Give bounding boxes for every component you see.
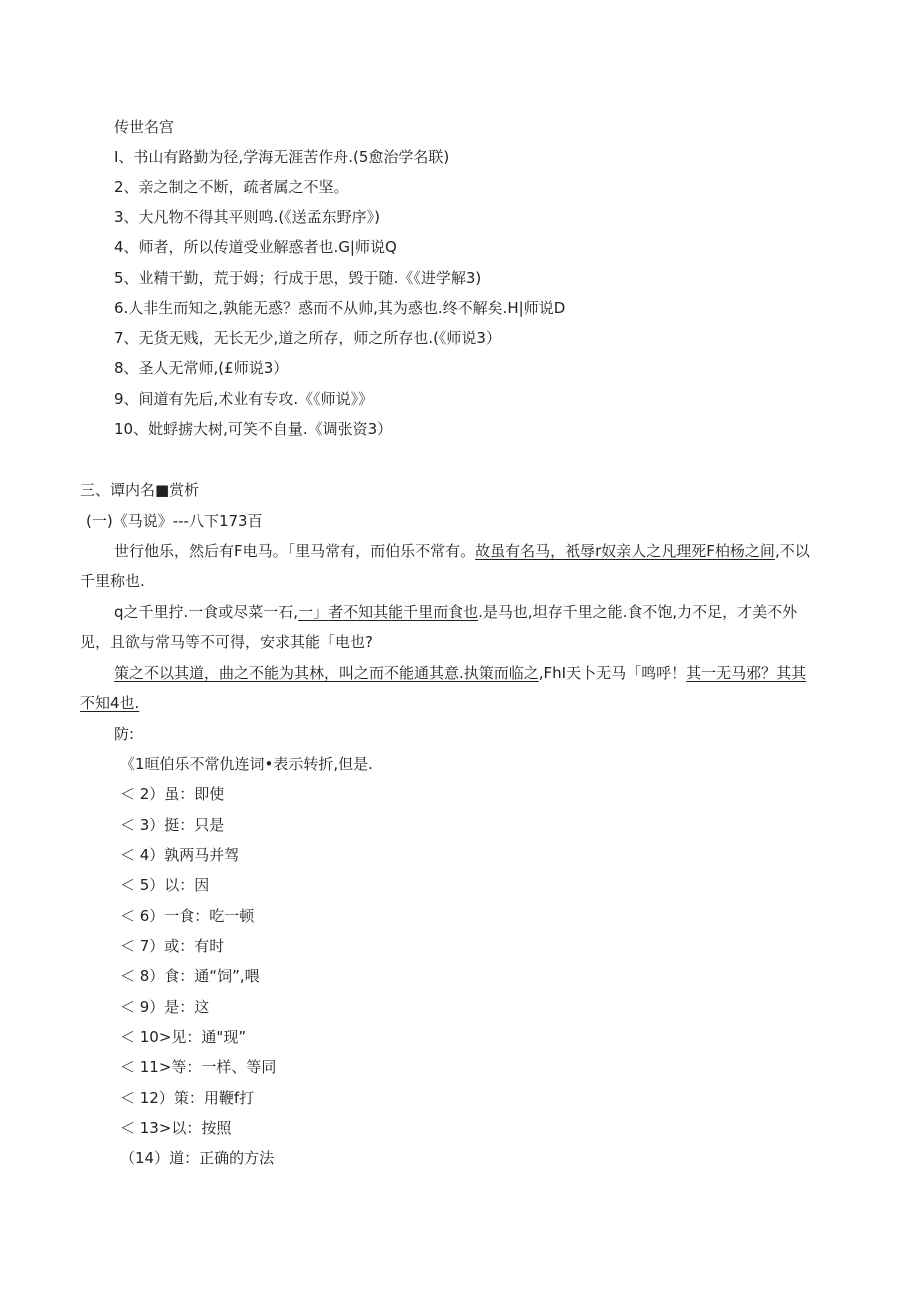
passage-underlined-text: 者不知其能千里而食也 <box>328 603 479 621</box>
saying-item: 5、业精干勤，荒于姆；行成于思，毁于随.《《进学解3) <box>114 269 482 287</box>
saying-item: 10、妣蜉掳大树,可笑不自量.《调张资3） <box>114 420 393 438</box>
note-item: ＜ 4）孰两马并驾 <box>120 846 240 864</box>
notes-label: 防: <box>114 725 135 743</box>
saying-item: 7、无货无贱，无长无少,道之所存，师之所存也.(《师说3） <box>114 329 501 347</box>
passage-underlined-text: 其一无马邪？其其 <box>686 664 807 682</box>
saying-item: 8、圣人无常师,(£师说3） <box>114 359 289 377</box>
saying-item: 4、师者，所以传道受业解惑者也.G|师说Q <box>114 238 397 256</box>
note-item: ＜ 13>以：按照 <box>120 1119 232 1137</box>
note-item: 《1晅伯乐不常仇连词•表示转折,但是. <box>120 755 373 773</box>
passage-paragraph-1-line-1 <box>114 541 810 561</box>
passage-underlined-text: 一」 <box>298 603 329 621</box>
passage-text: 鸣呼！ <box>641 664 687 682</box>
note-item: ＜ 3）挺：只是 <box>120 816 225 834</box>
passage-underlined-text: 策之不以其道，曲之不能为其林，叫之而不能通其意.执策而临之 <box>114 664 539 682</box>
saying-item: 3、大凡物不得其平则鸣.(《送孟东野序》) <box>114 208 381 226</box>
passage-text: ,FhI天卜无马「 <box>538 664 642 682</box>
note-item: ＜ 7）或：有时 <box>120 937 225 955</box>
passage-paragraph-3-line-2: 不知4也. <box>80 694 140 712</box>
saying-item: 9、间道有先后,术业有专攻.《《师说》》 <box>114 390 374 408</box>
note-item: ＜ 2）虽：即使 <box>120 785 225 803</box>
subsection-title-ma-shuo: (一)《马说》---八下173百 <box>86 512 263 530</box>
note-item: ＜ 6）一食：吃一顿 <box>120 907 255 925</box>
note-item: ＜ 11>等：一样、等同 <box>120 1058 277 1076</box>
passage-text: 世行他乐，然后有F电马。「里马常有，而伯乐不常有。 <box>114 542 476 560</box>
passage-underlined-text: 故虽有名马，衹辱r奴亲人之凡理死F柏杨之间 <box>475 542 775 560</box>
note-item: ＜ 10>见：通"现” <box>120 1028 247 1046</box>
note-item: （14）道：正确的方法 <box>120 1149 275 1167</box>
passage-paragraph-3-line-1 <box>114 663 806 683</box>
passage-text: q之千里拧.一食或尽菜一石, <box>114 603 299 621</box>
passage-paragraph-1-line-2: 千里称也. <box>80 572 145 590</box>
section-title-famous-sayings: 传世名宫 <box>114 118 175 136</box>
note-item: ＜ 8）食：通“饲”,喂 <box>120 967 260 985</box>
section-title-analysis: 三、谭内名■赏析 <box>80 481 200 499</box>
saying-item: I、书山有路勤为径,学海无涯苦作舟.(5愈治学名联) <box>114 148 450 166</box>
note-item: ＜ 5）以：因 <box>120 876 210 894</box>
passage-paragraph-2-line-2: 见，且欲与常马等不可得，安求其能「电也? <box>80 633 373 651</box>
passage-paragraph-2-line-1 <box>114 602 797 622</box>
note-item: ＜ 12）策：用鞭f打 <box>120 1089 255 1107</box>
saying-item: 6.人非生而知之,孰能无惑？惑而不从帅,其为惑也.终不解矣.H|师说D <box>114 299 566 317</box>
note-item: ＜ 9）是：这 <box>120 998 210 1016</box>
passage-text: ,不以 <box>774 542 810 560</box>
saying-item: 2、亲之制之不断，疏者属之不坚。 <box>114 178 349 196</box>
passage-text: .是马也,坦存千里之能.食不饱,力不足，才美不外 <box>478 603 798 621</box>
